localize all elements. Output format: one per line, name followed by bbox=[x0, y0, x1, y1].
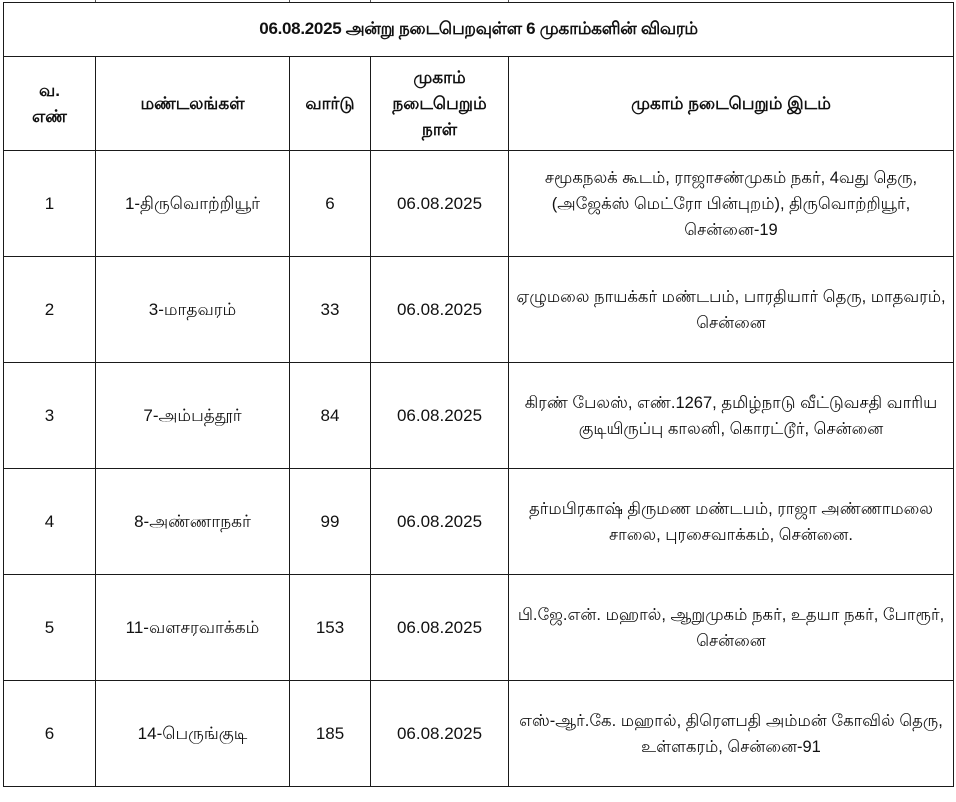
cell-ward: 33 bbox=[290, 257, 371, 363]
cell-date: 06.08.2025 bbox=[371, 681, 509, 787]
cell-ward: 99 bbox=[290, 469, 371, 575]
cell-serial-no: 5 bbox=[4, 575, 96, 681]
cell-ward: 185 bbox=[290, 681, 371, 787]
cell-zone: 8-அண்ணாநகர் bbox=[96, 469, 290, 575]
header-venue: முகாம் நடைபெறும் இடம் bbox=[509, 57, 954, 151]
cell-date: 06.08.2025 bbox=[371, 151, 509, 257]
table-row bbox=[4, 469, 954, 575]
cell-serial-no: 4 bbox=[4, 469, 96, 575]
table-header-row bbox=[4, 57, 954, 151]
header-serial-no: வ. எண் bbox=[4, 57, 96, 151]
header-zones: மண்டலங்கள் bbox=[96, 57, 290, 151]
cell-serial-no: 1 bbox=[4, 151, 96, 257]
cell-date: 06.08.2025 bbox=[371, 469, 509, 575]
cell-date: 06.08.2025 bbox=[371, 363, 509, 469]
cell-zone: 11-வளசரவாக்கம் bbox=[96, 575, 290, 681]
cell-venue: எஸ்-ஆர்.கே. மஹால், திரௌபதி அம்மன் கோவில் தெரு, உள்ளகரம், சென்னை-91 bbox=[509, 681, 954, 787]
table-row bbox=[4, 363, 954, 469]
cell-venue: சமூகநலக் கூடம், ராஜாசண்முகம் நகர், 4வது தெரு, (அஜேக்ஸ் மெட்ரோ பின்புறம்), திருவொற்றியூர், சென்னை-19 bbox=[509, 151, 954, 257]
table-row bbox=[4, 257, 954, 363]
cell-ward: 153 bbox=[290, 575, 371, 681]
camp-schedule-table bbox=[3, 2, 954, 787]
header-ward: வார்டு bbox=[290, 57, 371, 151]
cell-ward: 84 bbox=[290, 363, 371, 469]
table-row bbox=[4, 575, 954, 681]
cell-venue: கிரண் பேலஸ், எண்.1267, தமிழ்நாடு வீட்டுவசதி வாரிய குடியிருப்பு காலனி, கொரட்டூர், சென்னை bbox=[509, 363, 954, 469]
cell-zone: 7-அம்பத்தூர் bbox=[96, 363, 290, 469]
cell-venue: ஏழுமலை நாயக்கர் மண்டபம், பாரதியார் தெரு, மாதவரம், சென்னை bbox=[509, 257, 954, 363]
cell-date: 06.08.2025 bbox=[371, 257, 509, 363]
table-row bbox=[4, 681, 954, 787]
table-title-row bbox=[4, 3, 954, 57]
cell-venue: பி.ஜே.என். மஹால், ஆறுமுகம் நகர், உதயா நகர், போரூர், சென்னை bbox=[509, 575, 954, 681]
table-row bbox=[4, 151, 954, 257]
cell-ward: 6 bbox=[290, 151, 371, 257]
table-title: 06.08.2025 அன்று நடைபெறவுள்ள 6 முகாம்களின் விவரம் bbox=[4, 3, 954, 57]
cell-zone: 3-மாதவரம் bbox=[96, 257, 290, 363]
cell-date: 06.08.2025 bbox=[371, 575, 509, 681]
header-camp-date: முகாம் நடைபெறும் நாள் bbox=[371, 57, 509, 151]
cell-serial-no: 2 bbox=[4, 257, 96, 363]
cell-serial-no: 3 bbox=[4, 363, 96, 469]
cell-zone: 1-திருவொற்றியூர் bbox=[96, 151, 290, 257]
cell-serial-no: 6 bbox=[4, 681, 96, 787]
cell-zone: 14-பெருங்குடி bbox=[96, 681, 290, 787]
cell-venue: தர்மபிரகாஷ் திருமண மண்டபம், ராஜா அண்ணாமலை சாலை, புரசைவாக்கம், சென்னை. bbox=[509, 469, 954, 575]
